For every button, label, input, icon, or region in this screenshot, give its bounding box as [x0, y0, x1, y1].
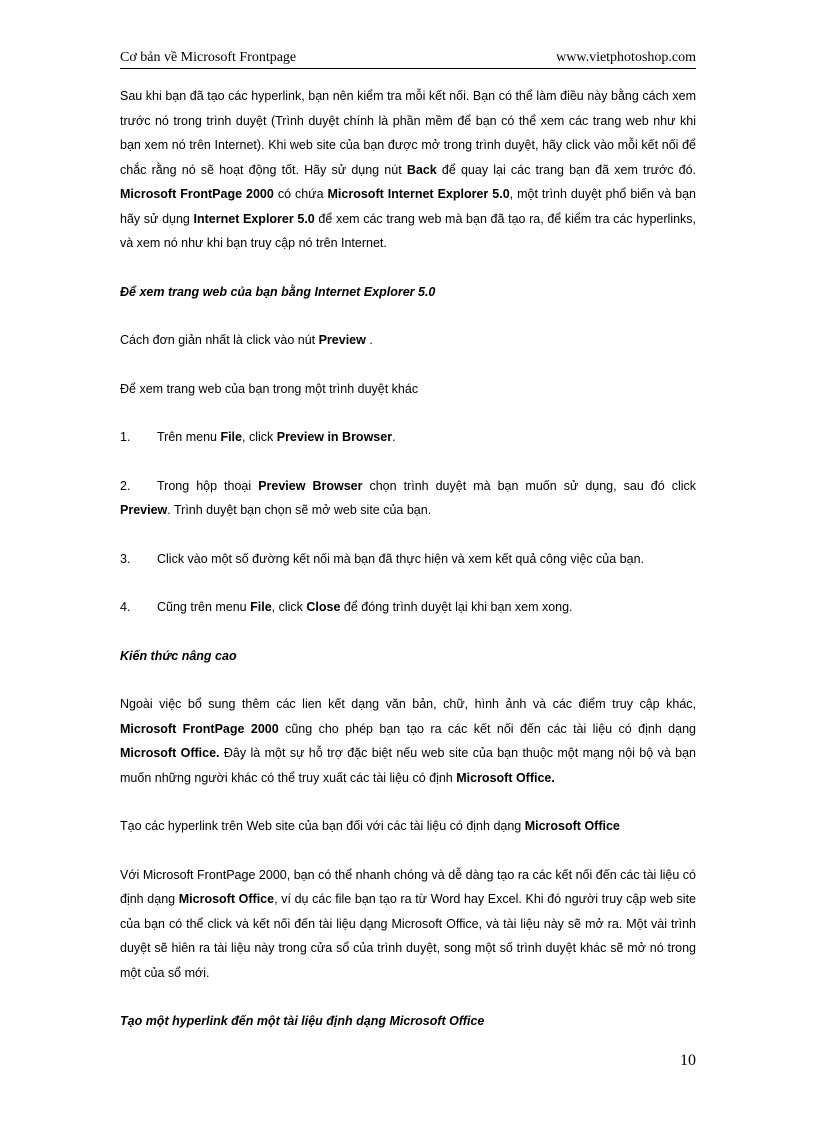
bold-text: Back: [406, 162, 437, 177]
bold-text: Microsoft Office.: [456, 770, 555, 785]
text: chọn trình duyệt mà bạn muốn sử dụng, sau đó click: [362, 478, 696, 493]
step-number: 2.: [120, 478, 131, 493]
document-body: [120, 84, 696, 1034]
bold-text: Microsoft Office.: [120, 746, 220, 760]
header-title: Cơ bản về Microsoft Frontpage: [120, 50, 297, 65]
paragraph-advanced: [120, 692, 696, 790]
text: , click: [271, 600, 307, 614]
step-item: [120, 474, 696, 523]
text: Cách đơn giản nhất là click vào nút: [120, 333, 319, 347]
text: để quay lại các trang bạn đã xem trước đó.: [436, 162, 696, 177]
bold-text: File: [250, 600, 272, 614]
bold-text: Preview in Browser: [276, 430, 393, 444]
text: Tạo các hyperlink trên Web site của bạn đối với các tài liệu có định dạng: [120, 819, 525, 833]
page-number: 10: [680, 1052, 696, 1069]
text: Cũng trên menu: [157, 600, 251, 614]
bold-text: Preview: [318, 333, 366, 347]
text: có chứa: [273, 187, 328, 201]
text: Sau khi bạn đã tạo các hyperlink, bạn nên kiểm tra mỗi kết nối. Bạn có thể làm điều này bằng cách xem trước nó trong trình duyệt (Trình duyệt chính là phần mềm để bạn có thể xem các trang web như khi bạn xem nó trên Internet). Khi web site của bạn được mở trong trình duyệt, hãy click vào mỗi kết nối để chắc rằng nó sẽ hoạt động tốt. Hãy sử dụng nút: [120, 89, 696, 177]
step-number: 3.: [120, 551, 131, 566]
bold-text: Preview Browser: [258, 478, 363, 493]
text: để xem các trang web mà bạn đã tạo ra, để kiểm tra các hyperlinks, và xem nó như khi bạn truy cập nó trên Internet.: [120, 211, 697, 250]
step-item: [120, 547, 696, 572]
bold-text: Microsoft FrontPage 2000: [120, 721, 279, 736]
text: Đây là một sự hỗ trợ đặc biệt nếu web site của bạn thuộc một mạng nội bộ và bạn muốn những người khác có thể truy xuất các tài liệu có định: [120, 746, 696, 785]
step-item: [120, 595, 696, 620]
text: .: [365, 333, 373, 347]
step-number: 4.: [120, 600, 131, 614]
bold-text: Close: [306, 600, 341, 614]
page-header: [120, 50, 696, 69]
text: Click vào một số đường kết nối mà bạn đã thực hiện và xem kết quả công việc của bạn.: [157, 551, 644, 566]
paragraph-office-links: [120, 814, 696, 839]
text: , ví dụ các file bạn tạo ra từ Word hay Excel. Khi đó người truy cập web site của bạn có thể click và kết nối đến tài liệu dạng Microsoft Office, và tài liệu này sẽ mở ra. Một vài trình duyệt sẽ hiên ra tài liệu này trong cửa sổ của trình duyệt, song một số trình duyệt khác sẽ mở nó trong một của sổ mới.: [120, 892, 697, 980]
bold-text: File: [220, 430, 242, 444]
text: Với Microsoft FrontPage 2000, bạn có thể nhanh chóng và dễ dàng tạo ra các kết nối đến các tài liệu có định dạng: [120, 867, 696, 906]
text: cũng cho phép bạn tạo ra các kết nối đến các tài liệu có định dạng: [278, 721, 696, 736]
header-url: www.vietphotoshop.com: [556, 50, 696, 65]
text: .: [392, 430, 396, 444]
text: , một trình duyệt phổ biến và bạn hãy sử dụng: [120, 187, 696, 226]
section-heading: Để xem trang web của bạn bằng Internet Explorer 5.0: [120, 284, 436, 299]
bold-text: Microsoft Office: [524, 819, 620, 833]
paragraph-preview: [120, 328, 696, 353]
text: Trên menu: [157, 430, 221, 444]
section-heading: Kiến thức nâng cao: [120, 648, 237, 663]
text: . Trình duyệt bạn chọn sẽ mở web site của bạn.: [167, 503, 432, 517]
paragraph-frontpage-office: [120, 863, 696, 986]
paragraph-intro: [120, 84, 696, 256]
bold-text: Microsoft Internet Explorer 5.0: [327, 187, 510, 201]
text: Ngoài việc bổ sung thêm các lien kết dạng văn bản, chữ, hình ảnh và các điểm truy cập khác,: [120, 697, 696, 711]
paragraph-other-browser: Để xem trang web của bạn trong một trình duyệt khác: [120, 381, 419, 396]
text: , click: [242, 430, 277, 444]
text: Trong hộp thoại: [157, 478, 259, 493]
bold-text: Internet Explorer 5.0: [193, 211, 315, 226]
bold-text: Microsoft Office: [178, 892, 275, 906]
bold-text: Microsoft FrontPage 2000: [120, 187, 274, 201]
section-heading: Tạo một hyperlink đến một tài liệu định dạng Microsoft Office: [120, 1014, 485, 1028]
step-item: [120, 425, 696, 450]
bold-text: Preview: [120, 503, 168, 517]
text: để đóng trình duyệt lại khi bạn xem xong.: [340, 600, 573, 614]
step-number: 1.: [120, 430, 131, 444]
